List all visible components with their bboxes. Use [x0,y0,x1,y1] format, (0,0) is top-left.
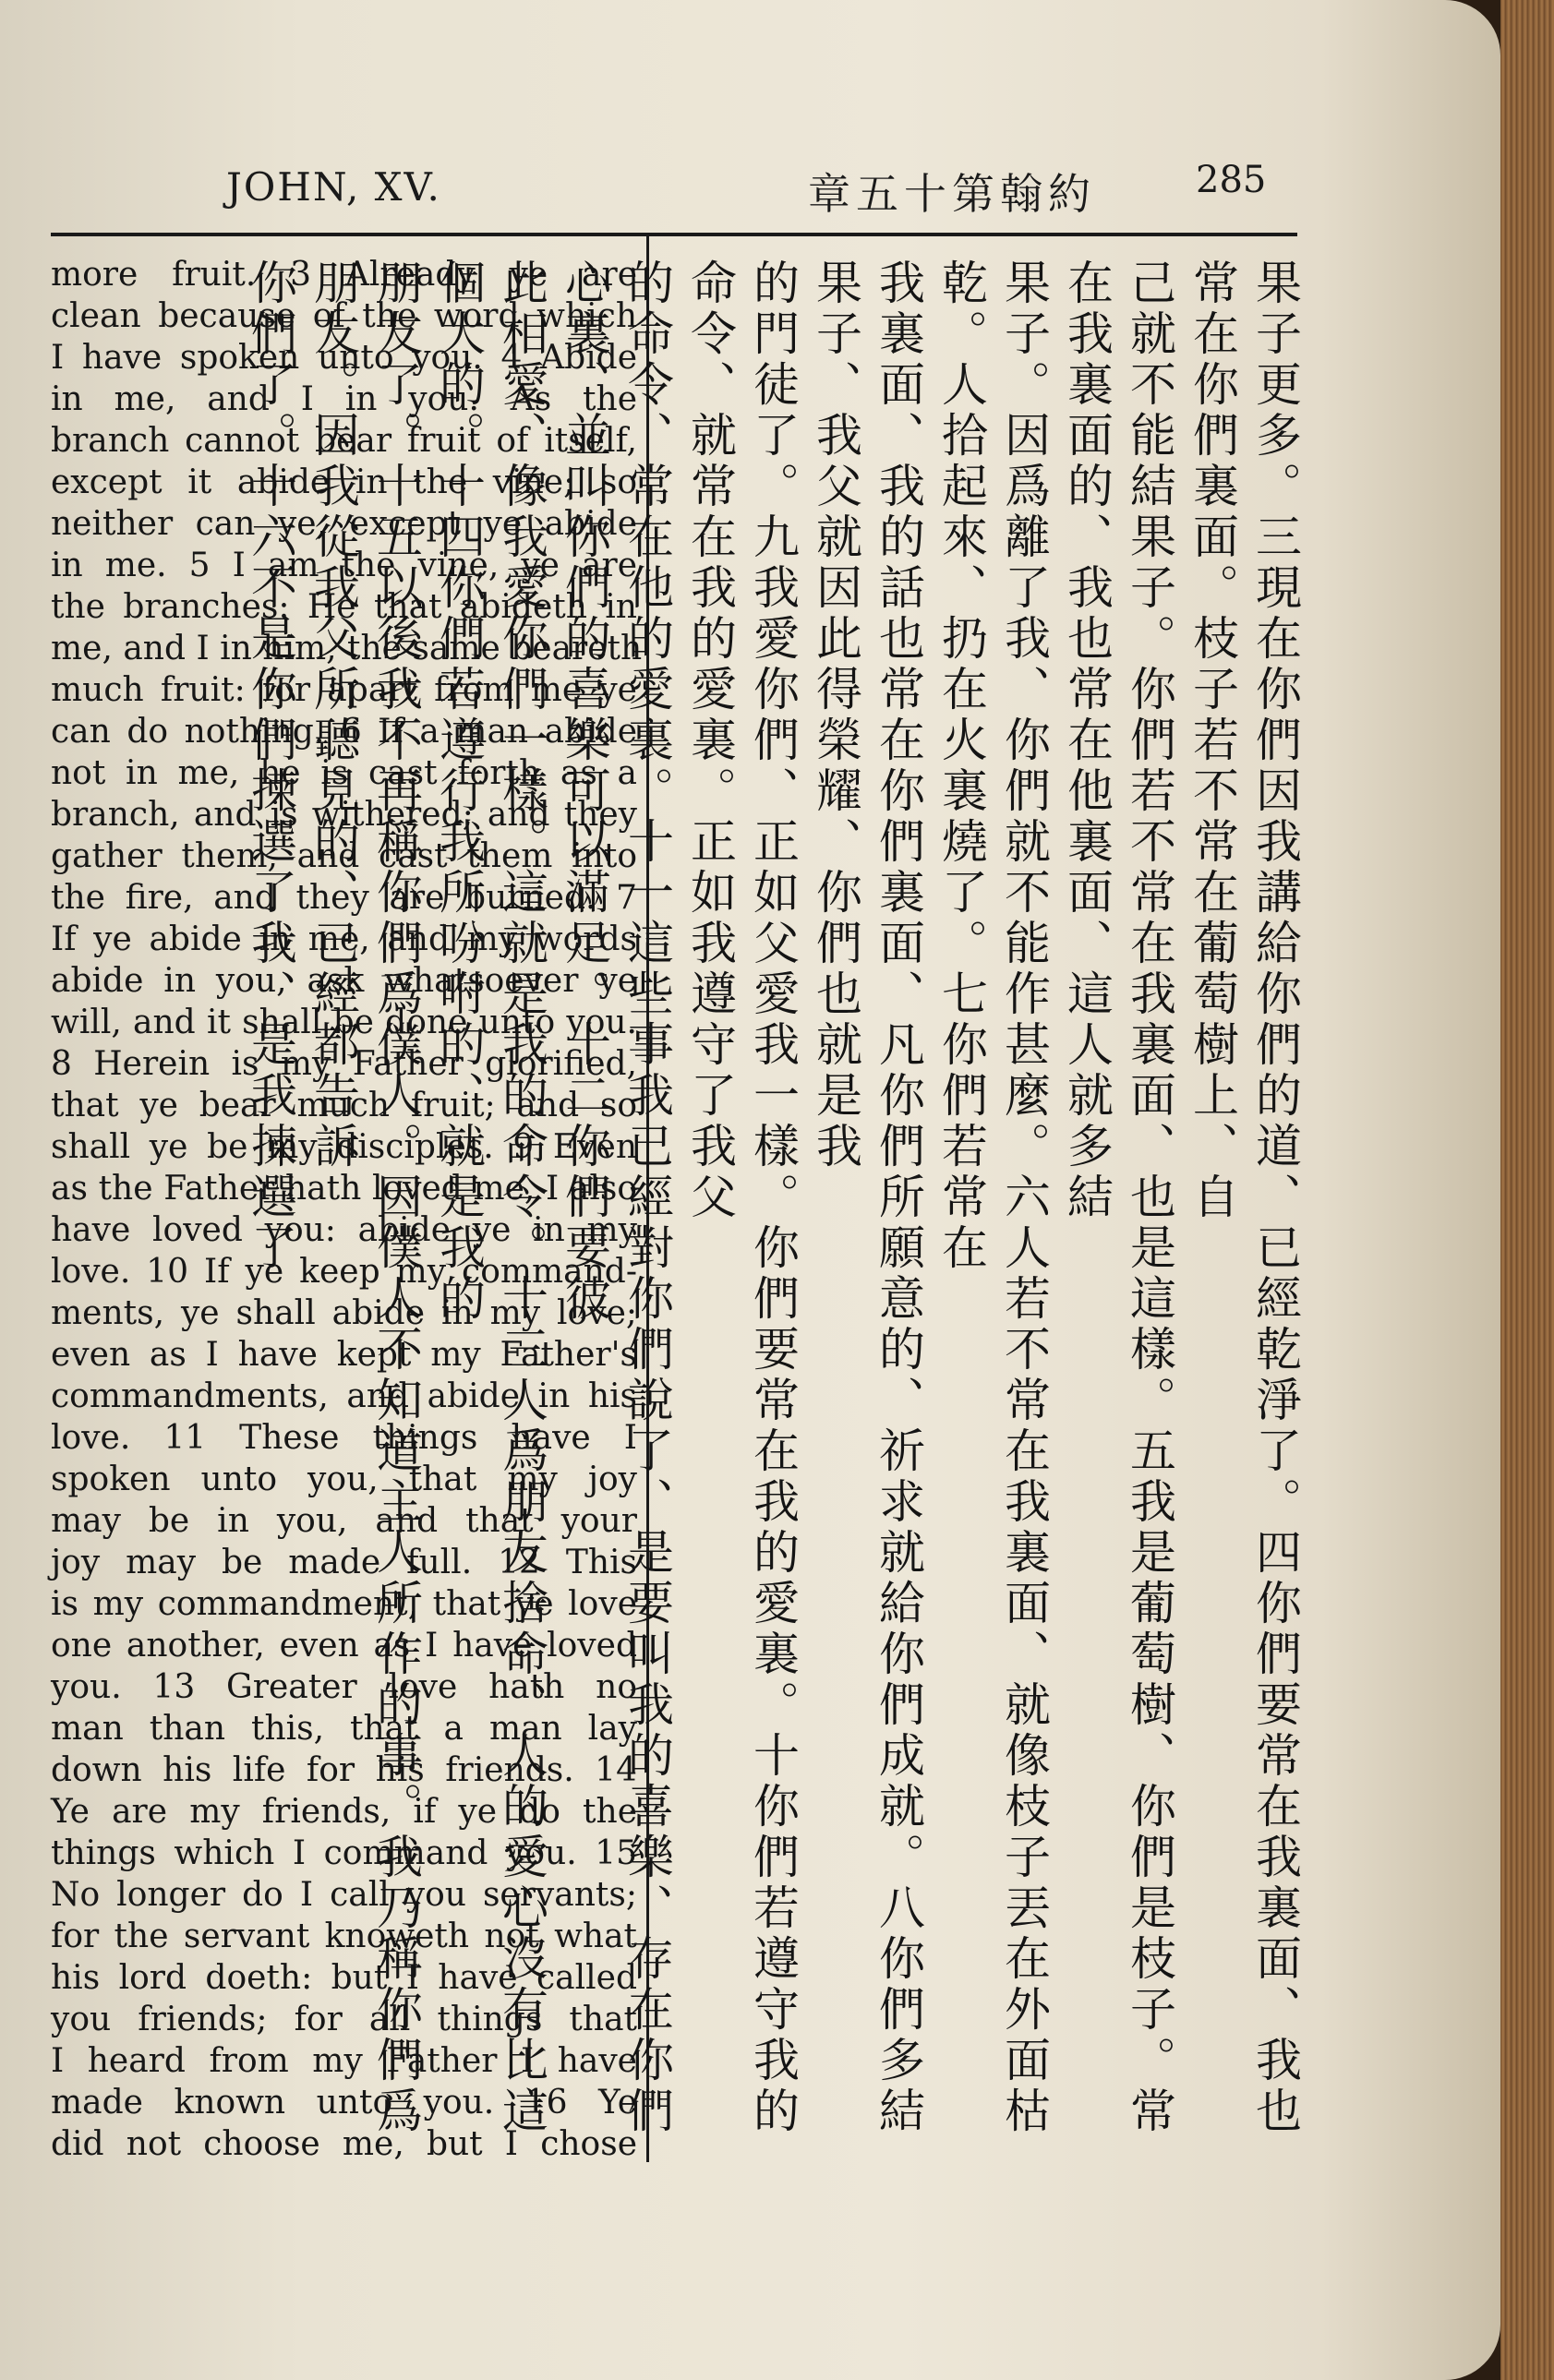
english-line: the fire, and they are burned. 7 [51,879,637,917]
english-line: I have spoken unto you. 4 Abide [51,339,637,377]
english-line: is my commandment, that ye love [51,1585,637,1623]
chinese-column-line: 果子更多。三現在你們因我講給你們的道、已經乾淨了。四你們要常在我裏面、我也常在你們裏面。枝子若不常在葡萄樹上、自 [1186,258,1302,2137]
english-line: not in me, he is cast forth as a [51,754,637,792]
english-line: love. 11 These things have I [51,1419,637,1457]
english-line: commandments, and abide in his [51,1377,637,1415]
english-line: one another, even as I have loved [51,1627,637,1665]
english-line: you friends; for all things that [51,2001,637,2038]
english-line: gather them, and cast them into [51,837,637,875]
english-line: clean because of the word which [51,297,637,335]
english-line: have loved you: abide ye in my [51,1211,637,1249]
chinese-column-line: 我裏面、我的話也常在你們裏面、凡你們所願意的、祈求就給你們成就。八你們多結果子、我父就因此得榮耀、你們也就是我 [809,258,925,2137]
english-line: love. 10 If ye keep my command- [51,1253,637,1291]
page-header [51,155,1297,220]
english-line: abide in you, ask whatsoever ye [51,962,637,1000]
english-line: you. 13 Greater love hath no [51,1668,637,1706]
english-line: me, and I in him, the same beareth [51,630,643,667]
chinese-column-line: 朋友了。十五以後我不再稱你們爲僕人。因僕人不知道主人所作的事。我乃稱你們爲朋友。因我從我父所聽見的、已經都告訴 [307,258,423,2137]
english-line: will, and it shall be done unto you. [51,1004,637,1041]
english-line: except it abide in the vine; so [51,463,637,501]
english-line: more fruit. 3 Already ye are [51,256,637,294]
english-line: much fruit: for apart from me ye [51,671,637,709]
english-line: did not choose me, but I chose [51,2125,637,2163]
english-line: ments, ye shall abide in my love; [51,1294,637,1332]
english-line: neither can ye, except ye abide [51,505,637,543]
english-line: man than this, that a man lay [51,1710,637,1748]
english-line: even as I have kept my Father's [51,1336,637,1374]
header-rule [51,233,1297,236]
page-edge [1500,0,1554,2380]
english-line: made known unto you. 16 Ye [51,2084,637,2122]
english-line: spoken unto you, that my joy [51,1460,637,1498]
english-line: that ye bear much fruit; and so [51,1087,637,1124]
running-head-english: JOHN, XV. [226,164,441,210]
english-line: down his life for his friends. 14 [51,1751,637,1789]
chinese-column-line: 果子。因爲離了我、你們就不能作甚麼。六人若不常在我裏面、就像枝子丟在外面枯乾。人拾起來、扔在火裏燒了。七你們若常在 [934,258,1051,2137]
chinese-column-line: 此相愛、像我愛你們一樣。這就是我的命令。十三人爲朋友捨命、人的愛心沒有比這個大的。十四你們若遵行我所吩咐的、就是我的 [432,258,548,2137]
english-line: for the servant knoweth not what [51,1917,637,1955]
english-line: branch, and is withered; and they [51,796,637,834]
english-line: shall ye be my disciples. 9 Even [51,1128,637,1166]
english-line: 8 Herein is my Father glorified, [51,1045,637,1083]
english-line: may be in you, and that your [51,1502,637,1540]
english-line: as the Father hath loved me, I also [51,1170,637,1208]
english-line: in me, and I in you. As the [51,380,637,418]
english-line: things which I command you. 15 [51,1834,637,1872]
english-line: If ye abide in me, and my words [51,920,637,958]
english-line: his lord doeth: but I have called [51,1959,637,1997]
english-line: the branches: He that abideth in [51,588,637,626]
english-line: branch cannot bear fruit of itself, [51,422,637,460]
chinese-column-line: 你們了。十六不是你們揀選了我、是我揀選了 [244,258,297,1274]
chinese-column-line: 己就不能結果子。你們若不常在我裏面、也是這樣。五我是葡萄樹、你們是枝子。常在我裏面的、我也常在他裏面、這人就多結 [1060,258,1176,2137]
english-line: in me. 5 I am the vine, ye are [51,547,637,584]
english-line: Ye are my friends, if ye do the [51,1793,637,1831]
english-line: I heard from my Father I have [51,2042,637,2080]
chinese-column-line: 的命令、常在他的愛裏。十一這些事我已經對你們說了、是要叫我的喜樂、存在你們心裏、並叫你們的喜樂可以滿足。十二你們要彼 [558,258,674,2137]
english-line: No longer do I call you servants; [51,1876,637,1914]
running-head-chinese: 章五十第翰約 [808,169,1096,219]
page-number: 285 [1196,159,1267,201]
english-line: can do nothing. 6 If a man abide [51,713,637,751]
chinese-column-line: 的門徒了。九我愛你們、正如父愛我一樣。你們要常在我的愛裏。十你們若遵守我的命令、就常在我的愛裏。正如我遵守了我父 [683,258,800,2137]
english-line: joy may be made full. 12 This [51,1544,637,1581]
